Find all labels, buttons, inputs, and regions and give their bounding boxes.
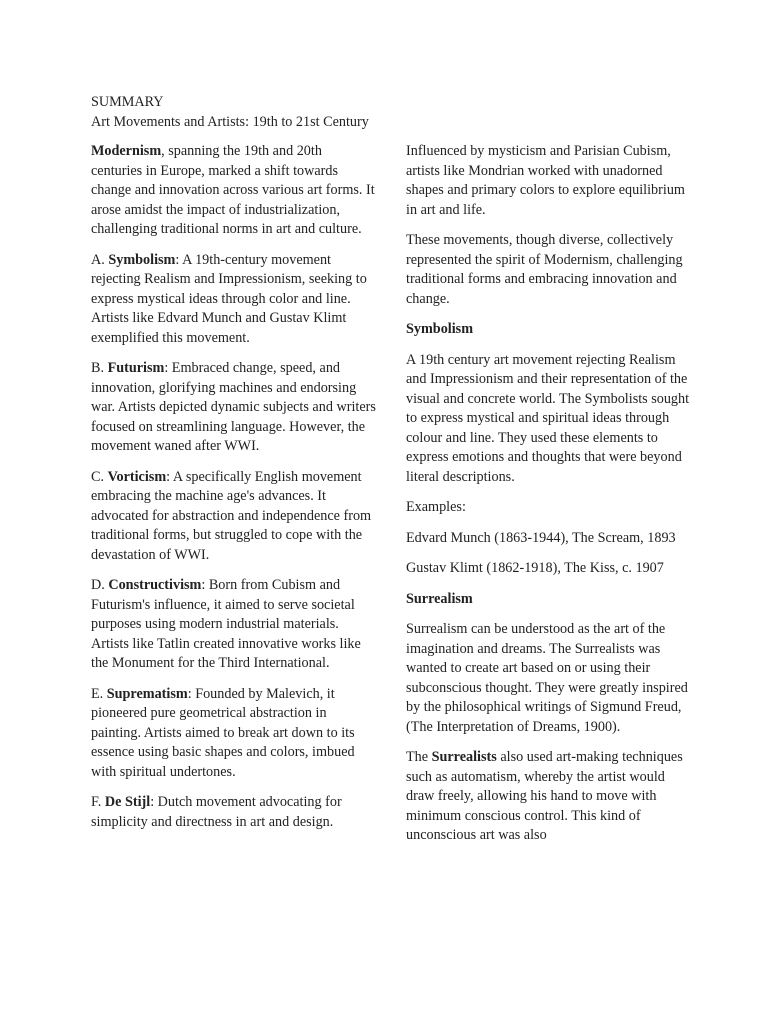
movement-term: De Stijl — [104, 794, 151, 810]
movement-prefix: D. — [91, 577, 109, 593]
modernism-text: , spanning the 19th and 20th centuries in Europe, marked a shift towards change and innovation across various art forms. It arose amidst the impact of industrialization, challenging traditional norms in art and culture. — [91, 143, 375, 237]
movement-term: Constructivism — [108, 577, 202, 593]
movement-prefix: F. — [91, 794, 105, 810]
movement-term: Suprematism — [106, 685, 188, 702]
examples-label: Examples: — [406, 499, 466, 515]
symbolism-text: A 19th century art movement rejecting Realism and Impressionism and their representation of the visual and concrete world. The Symbolists sought to express mystical and spiritual ideas through colour and line. They used these elements to express emotions and thoughts that were beyond literal descriptions. — [406, 351, 690, 485]
movement-item-suprematism — [91, 685, 376, 783]
movement-prefix: B. — [91, 360, 108, 376]
movement-item-vorticism — [91, 468, 376, 566]
surrealism-techniques — [406, 748, 691, 846]
movement-item-futurism — [91, 359, 376, 457]
movement-text: : A specifically English movement embracing the machine age's advances. It advocated for abstraction and independence from traditional forms, but struggled to cope with the devastation of WWI. — [91, 468, 372, 563]
movement-item-de-stijl — [91, 793, 376, 832]
left-column — [91, 142, 376, 843]
movement-term: Symbolism — [108, 251, 176, 268]
surrealists-term: Surrealists — [431, 749, 497, 765]
movement-item-constructivism — [91, 576, 376, 674]
example-item: Gustav Klimt (1862-1918), The Kiss, c. 1907 — [406, 560, 664, 576]
movement-item-symbolism — [91, 251, 376, 349]
surrealism-heading: Surrealism — [406, 590, 473, 607]
symbolism-heading: Symbolism — [406, 321, 474, 337]
movements-conclusion: These movements, though diverse, collectively represented the spirit of Modernism, challenging traditional forms and embracing innovation and change. — [406, 232, 683, 307]
modernism-intro — [91, 142, 376, 240]
de-stijl-continued: Influenced by mysticism and Parisian Cubism, artists like Mondrian worked with unadorned shapes and primary colors to explore equilibrium in art and life. — [406, 143, 685, 218]
movement-prefix: C. — [91, 468, 108, 485]
movement-text: : A 19th-century movement rejecting Realism and Impressionism, seeking to express mystical ideas through color and line. Artists like Edvard Munch and Gustav Klimt exemplified this movement. — [91, 251, 367, 346]
movement-text: : Embraced change, speed, and innovation, glorifying machines and endorsing war. Artists depicted dynamic subjects and writers focused on streamlining language. However, the movement waned after WWI. — [91, 360, 376, 454]
movement-text: : Founded by Malevich, it pioneered pure geometrical abstraction in painting. Artists aimed to break art down to its essence using basic shapes and colors, imbued with spiritual undertones. — [91, 685, 355, 780]
summary-subtitle: Art Movements and Artists: 19th to 21st Century — [91, 113, 369, 130]
summary-title: SUMMARY — [91, 94, 164, 110]
surrealism-techniques-text: also used art-making techniques such as automatism, whereby the artist would draw freely, allowing his hand to move with minimum conscious control. This kind of unconscious art was also — [406, 749, 683, 843]
document-header — [91, 93, 411, 132]
movement-text: : Dutch movement advocating for simplicity and directness in art and design. — [91, 794, 342, 830]
surrealism-prefix: The — [406, 749, 432, 765]
movement-prefix: E. — [91, 685, 107, 702]
movement-term: Futurism — [107, 360, 165, 376]
surrealism-text: Surrealism can be understood as the art of the imagination and dreams. The Surrealists was wanted to create art based on or using their subconscious thought. They were greatly inspired by the philosophical writings of Sigmund Freud, (The Interpretation of Dreams, 1900). — [406, 621, 688, 735]
movement-text: : Born from Cubism and Futurism's influence, it aimed to serve societal purposes using modern industrial materials. Artists like Tatlin created innovative works like the Monument for the Third International. — [91, 577, 361, 671]
movement-term: Vorticism — [107, 468, 167, 485]
modernism-term: Modernism — [91, 143, 162, 159]
right-column — [406, 142, 691, 857]
movement-prefix: A. — [91, 251, 109, 268]
example-item: Edvard Munch (1863-1944), The Scream, 1893 — [406, 529, 676, 546]
